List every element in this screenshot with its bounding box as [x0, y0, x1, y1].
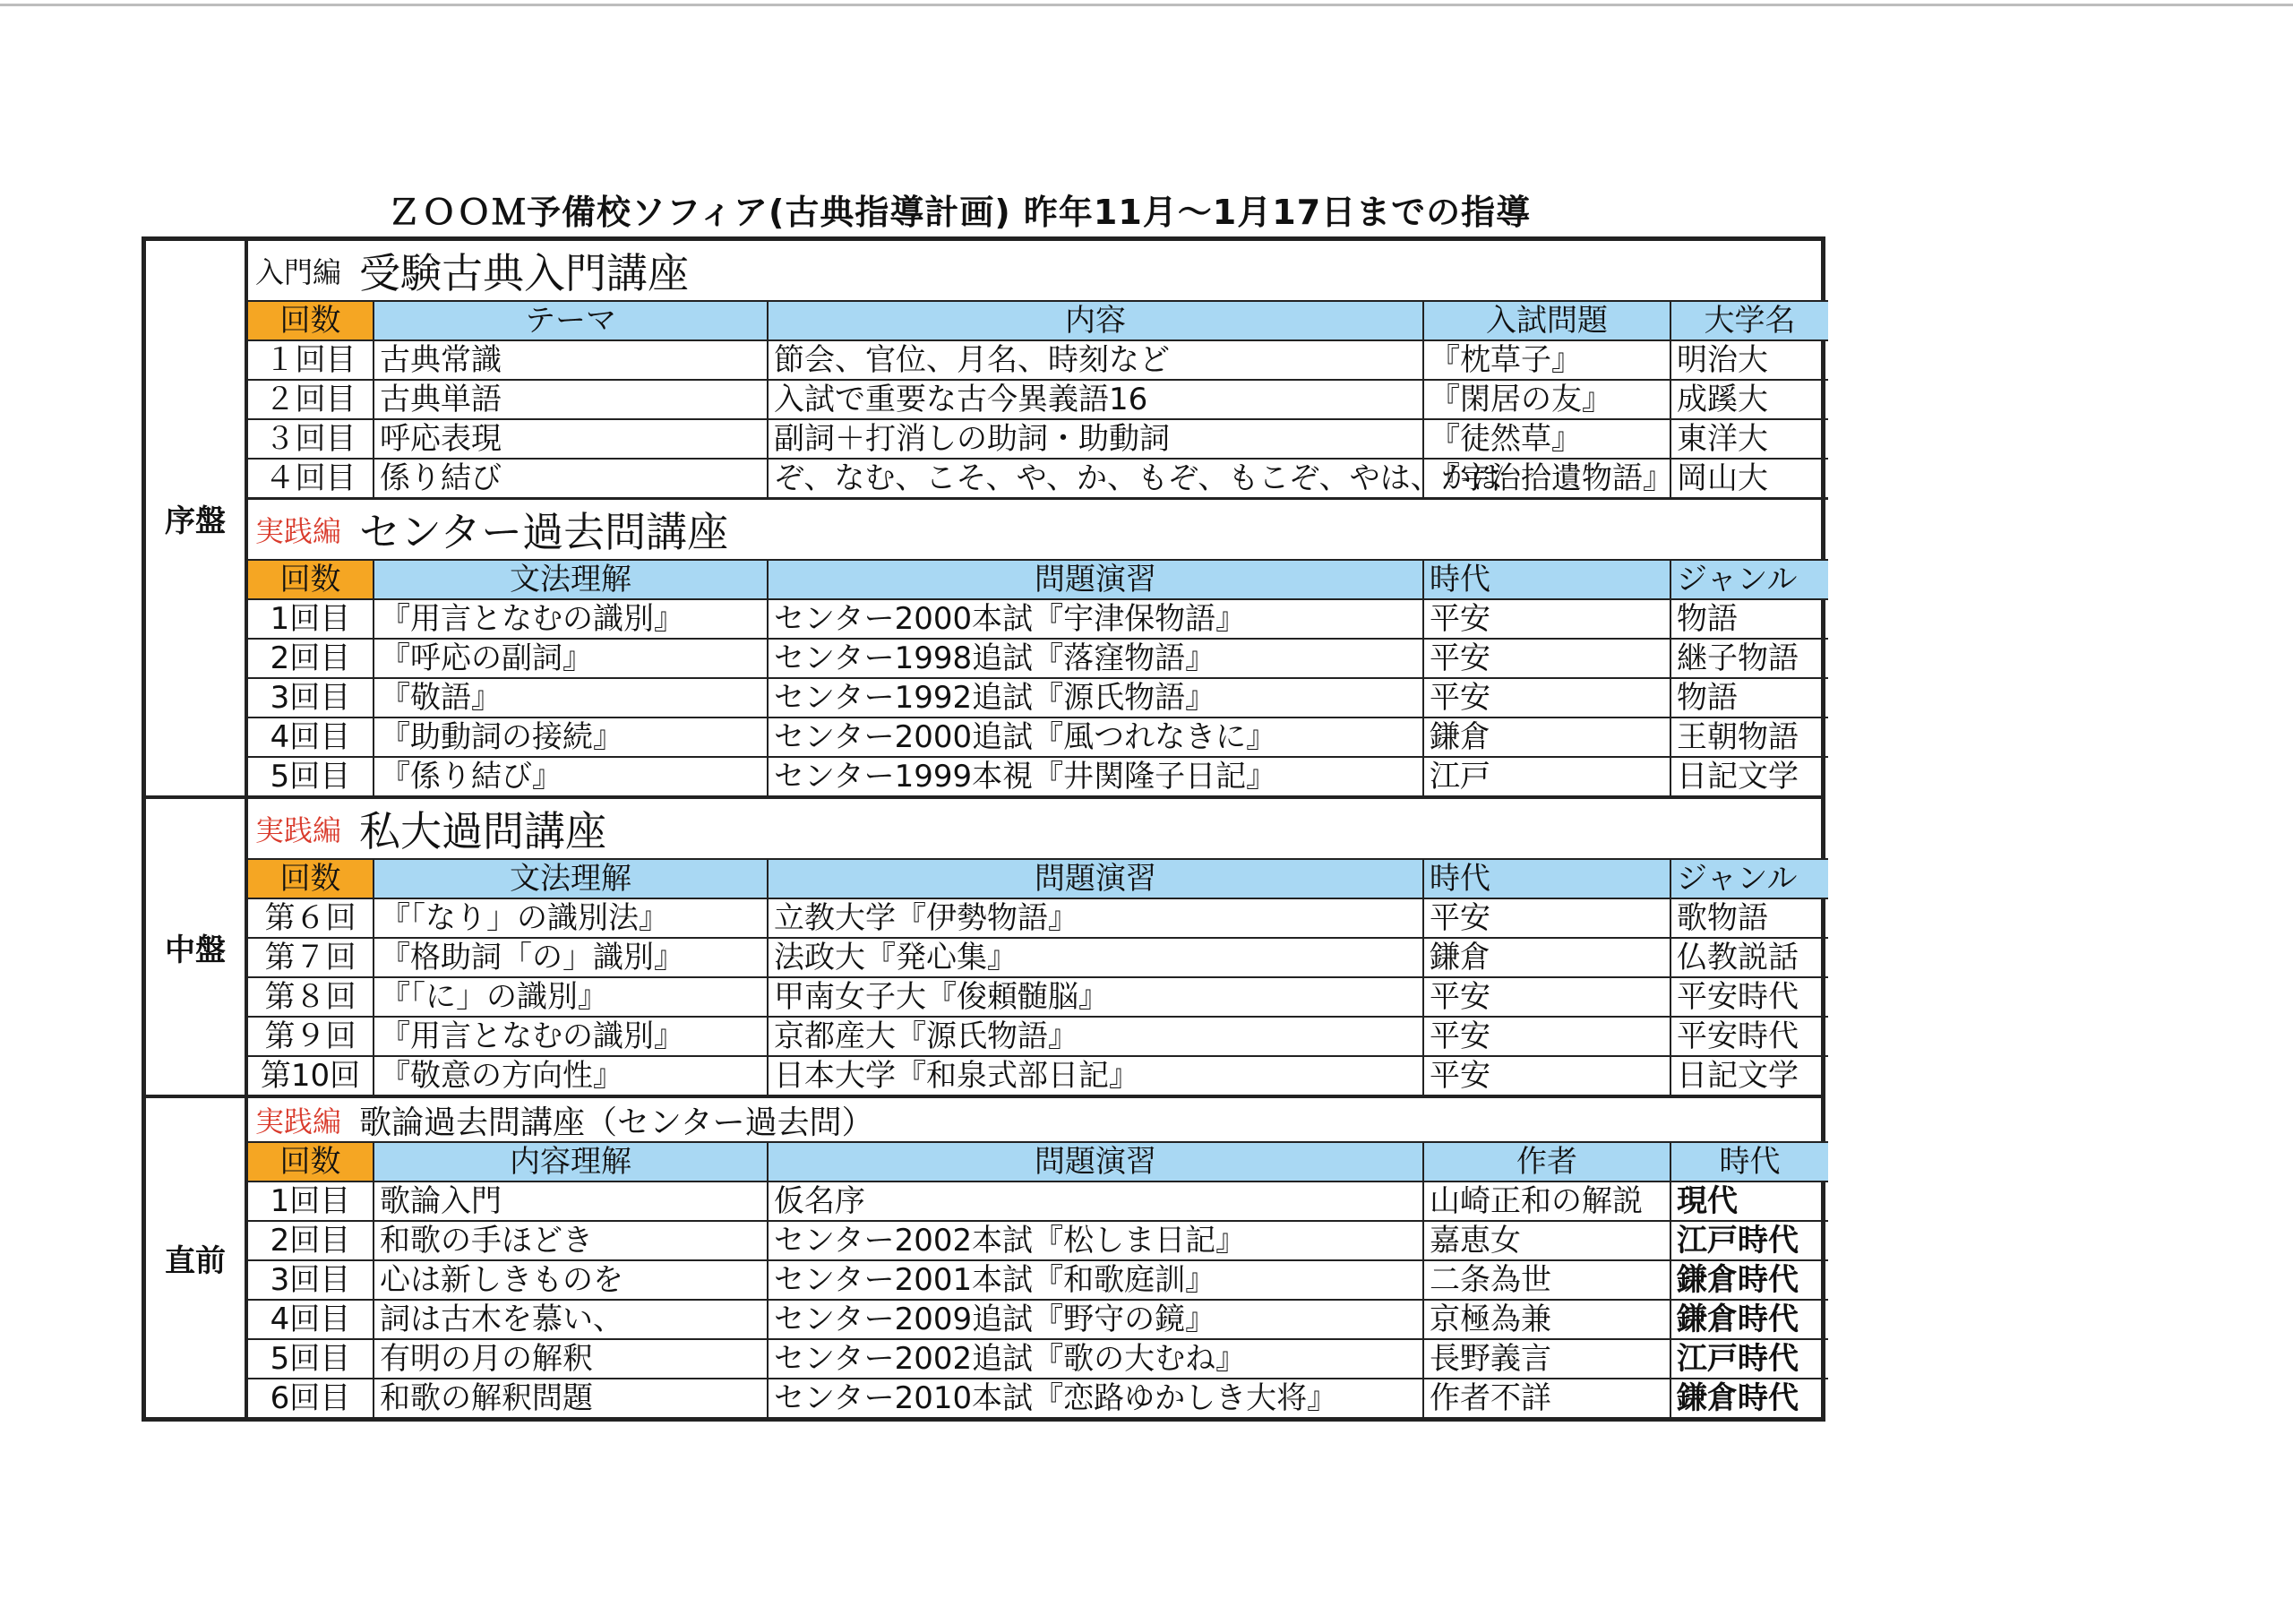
- table-cell: 第９回: [248, 1017, 374, 1056]
- course-block: [248, 241, 1828, 500]
- table-cell: 立教大学『伊勢物語』: [768, 898, 1423, 938]
- table-cell: 法政大『発心集』: [768, 938, 1423, 977]
- table-cell: 詞は古木を慕い、: [374, 1300, 768, 1339]
- table-cell: 鎌倉時代: [1670, 1300, 1828, 1339]
- table-cell: ３回目: [248, 419, 374, 459]
- column-header: テーマ: [374, 302, 768, 340]
- table-cell: 『「に」の識別』: [374, 977, 768, 1017]
- table-cell: 呼応表現: [374, 419, 768, 459]
- table-cell: センター1999本視『井関隆子日記』: [768, 757, 1423, 795]
- table-row: [248, 1056, 1828, 1095]
- header-row: [248, 302, 1828, 340]
- table-cell: 平安時代: [1670, 977, 1828, 1017]
- table-cell: 仮名序: [768, 1181, 1423, 1221]
- table-row: [248, 1339, 1828, 1379]
- table-cell: 4回目: [248, 717, 374, 757]
- course-title: 私大過問講座: [359, 807, 607, 855]
- table-cell: 有明の月の解釈: [374, 1339, 768, 1379]
- column-header: 問題演習: [768, 860, 1423, 898]
- course-block: [248, 799, 1828, 1095]
- table-cell: 第６回: [248, 898, 374, 938]
- table-cell: 嘉恵女: [1423, 1221, 1670, 1260]
- column-header: 回数: [248, 561, 374, 599]
- table-cell: センター2009追試『野守の鏡』: [768, 1300, 1423, 1339]
- table-cell: 『呼応の副詞』: [374, 639, 768, 678]
- table-cell: センター2010本試『恋路ゆかしき大将』: [768, 1379, 1423, 1417]
- table-cell: 5回目: [248, 1339, 374, 1379]
- table-cell: 歌物語: [1670, 898, 1828, 938]
- table-cell: ４回目: [248, 459, 374, 497]
- table-cell: 節会、官位、月名、時刻など: [768, 340, 1423, 380]
- table-cell: 第７回: [248, 938, 374, 977]
- lesson-table: [248, 302, 1828, 497]
- course-header: [248, 500, 1828, 561]
- stage-body: [248, 799, 1828, 1095]
- course-edition: 実践編: [255, 1104, 342, 1139]
- table-cell: 1回目: [248, 599, 374, 639]
- table-cell: 長野義言: [1423, 1339, 1670, 1379]
- column-header: 作者: [1423, 1143, 1670, 1181]
- course-title: センター過去問講座: [359, 508, 729, 556]
- table-cell: 和歌の手ほどき: [374, 1221, 768, 1260]
- table-cell: 鎌倉時代: [1677, 1380, 1799, 1416]
- course-edition: 実践編: [255, 813, 342, 847]
- column-header: 回数: [248, 860, 374, 898]
- stage-body: [248, 241, 1828, 795]
- table-cell: 2回目: [248, 1221, 374, 1260]
- table-cell: 6回目: [248, 1379, 374, 1417]
- table-cell: 『格助詞「の」識別』: [374, 938, 768, 977]
- stage-section: [146, 1098, 1821, 1417]
- table-cell: センター2000追試『風つれなきに』: [768, 717, 1423, 757]
- column-header: 文法理解: [374, 860, 768, 898]
- table-cell: 4回目: [248, 1300, 374, 1339]
- table-cell: 係り結び: [374, 459, 768, 497]
- column-header: 大学名: [1670, 302, 1828, 340]
- table-cell: 東洋大: [1670, 419, 1828, 459]
- course-header: [248, 1098, 1828, 1143]
- table-cell: 『係り結び』: [374, 757, 768, 795]
- table-cell: 甲南女子大『俊頼髄脳』: [768, 977, 1423, 1017]
- table-cell: 平安: [1423, 898, 1670, 938]
- table-cell: 副詞＋打消しの助詞・助動詞: [768, 419, 1423, 459]
- column-header: 内容理解: [374, 1143, 768, 1181]
- table-row: [248, 1379, 1828, 1417]
- course-header: [248, 241, 1828, 302]
- table-cell: センター1998追試『落窪物語』: [768, 639, 1423, 678]
- table-cell: 平安: [1423, 977, 1670, 1017]
- table-cell: 『用言となむの識別』: [374, 1017, 768, 1056]
- table-row: [248, 898, 1828, 938]
- course-header: [248, 799, 1828, 860]
- table-row: [248, 1181, 1828, 1221]
- table-cell: センター2001本試『和歌庭訓』: [768, 1260, 1423, 1300]
- table-cell: ２回目: [248, 380, 374, 419]
- table-cell: 平安: [1423, 599, 1670, 639]
- column-header: 問題演習: [768, 561, 1423, 599]
- table-cell: 京極為兼: [1423, 1300, 1670, 1339]
- column-header: 回数: [248, 1143, 374, 1181]
- table-cell: 古典常識: [374, 340, 768, 380]
- table-cell: 仏教説話: [1670, 938, 1828, 977]
- table-row: [248, 380, 1828, 419]
- table-cell: 和歌の解釈問題: [374, 1379, 768, 1417]
- column-header: 内容: [768, 302, 1423, 340]
- course-edition: 実践編: [255, 514, 342, 548]
- table-cell: 平安: [1423, 1017, 1670, 1056]
- table-cell: 江戸時代: [1670, 1339, 1828, 1379]
- table-cell: 作者不詳: [1423, 1379, 1670, 1417]
- table-cell: 『敬語』: [374, 678, 768, 717]
- table-cell: 平安時代: [1670, 1017, 1828, 1056]
- column-header: 文法理解: [374, 561, 768, 599]
- table-cell: 『枕草子』: [1423, 340, 1670, 380]
- table-cell: 3回目: [248, 678, 374, 717]
- column-header: 時代: [1670, 1143, 1828, 1181]
- table-row: [248, 459, 1828, 497]
- table-cell: 山崎正和の解説: [1423, 1181, 1670, 1221]
- table-cell: 第10回: [248, 1056, 374, 1095]
- table-cell: 岡山大: [1677, 460, 1768, 496]
- page-title: ＺＯＯＭ予備校ソフィア(古典指導計画) 昨年11月～1月17日までの指導: [387, 193, 1532, 232]
- header-row: [248, 1143, 1828, 1181]
- table-cell: 物語: [1670, 678, 1828, 717]
- table-row: [248, 678, 1828, 717]
- table-cell: 成蹊大: [1670, 380, 1828, 419]
- table-cell: 現代: [1670, 1181, 1828, 1221]
- table-cell: 江戸時代: [1670, 1221, 1828, 1260]
- table-cell: 京都産大『源氏物語』: [768, 1017, 1423, 1056]
- table-cell: 第８回: [248, 977, 374, 1017]
- table-cell: センター1992追試『源氏物語』: [768, 678, 1423, 717]
- table-row: [248, 1260, 1828, 1300]
- table-row: [248, 1017, 1828, 1056]
- table-cell: 心は新しきものを: [374, 1260, 768, 1300]
- course-block: [248, 500, 1828, 795]
- table-cell: 『宇治拾遺物語』: [1423, 459, 1670, 497]
- table-cell: 5回目: [248, 757, 374, 795]
- table-cell: 古典単語: [374, 380, 768, 419]
- table-cell: 物語: [1670, 599, 1828, 639]
- table-cell: 鎌倉: [1423, 938, 1670, 977]
- course-block: [248, 1098, 1828, 1417]
- table-cell: 日本大学『和泉式部日記』: [768, 1056, 1423, 1095]
- column-header: 問題演習: [768, 1143, 1423, 1181]
- table-cell: 王朝物語: [1670, 717, 1828, 757]
- stage-label: 中盤: [146, 799, 248, 1095]
- stage-label: 序盤: [146, 241, 248, 795]
- table-row: [248, 1300, 1828, 1339]
- table-cell: ぞ、なむ、こそ、や、か、もぞ、もこぞ、やは、かは: [768, 459, 1423, 497]
- header-row: [248, 860, 1828, 898]
- table-cell: 歌論入門: [374, 1181, 768, 1221]
- table-cell: 日記文学: [1677, 1058, 1799, 1094]
- table-cell: 継子物語: [1670, 639, 1828, 678]
- table-cell: 平安: [1423, 639, 1670, 678]
- table-row: [248, 977, 1828, 1017]
- stage-label: 直前: [146, 1098, 248, 1417]
- table-cell: 『「なり」の識別法』: [374, 898, 768, 938]
- course-title: 受験古典入門講座: [359, 249, 690, 297]
- table-cell: センター2002追試『歌の大むね』: [768, 1339, 1423, 1379]
- course-edition: 入門編: [255, 255, 342, 289]
- table-cell: 日記文学: [1677, 759, 1799, 795]
- stage-section: [146, 241, 1821, 799]
- lesson-table: [248, 1143, 1828, 1417]
- table-cell: 2回目: [248, 639, 374, 678]
- column-header: ジャンル: [1670, 860, 1828, 898]
- table-cell: 『閑居の友』: [1423, 380, 1670, 419]
- scan-edge-line: [0, 4, 2293, 6]
- table-cell: 鎌倉: [1423, 717, 1670, 757]
- lesson-table: [248, 860, 1828, 1095]
- header-row: [248, 561, 1828, 599]
- table-cell: 二条為世: [1423, 1260, 1670, 1300]
- column-header: 回数: [248, 302, 374, 340]
- table-cell: 『敬意の方向性』: [374, 1056, 768, 1095]
- table-row: [248, 938, 1828, 977]
- table-cell: 『徒然草』: [1423, 419, 1670, 459]
- table-cell: 鎌倉時代: [1670, 1260, 1828, 1300]
- stage-body: [248, 1098, 1828, 1417]
- table-cell: 『助動詞の接続』: [374, 717, 768, 757]
- course-title: 歌論過去問講座（センター過去問）: [359, 1104, 874, 1141]
- table-cell: 『用言となむの識別』: [374, 599, 768, 639]
- table-row: [248, 419, 1828, 459]
- table-cell: 明治大: [1670, 340, 1828, 380]
- table-cell: 江戸: [1423, 757, 1670, 795]
- table-cell: １回目: [248, 340, 374, 380]
- column-header: 入試問題: [1423, 302, 1670, 340]
- table-row: [248, 639, 1828, 678]
- table-cell: 入試で重要な古今異義語16: [768, 380, 1423, 419]
- table-cell: 平安: [1423, 1056, 1670, 1095]
- column-header: ジャンル: [1670, 561, 1828, 599]
- table-row: [248, 717, 1828, 757]
- stage-section: [146, 799, 1821, 1098]
- lesson-table: [248, 561, 1828, 795]
- table-row: [248, 599, 1828, 639]
- table-cell: 3回目: [248, 1260, 374, 1300]
- table-row: [248, 1221, 1828, 1260]
- curriculum-table: [142, 236, 1825, 1422]
- column-header: 時代: [1423, 860, 1670, 898]
- table-row: [248, 340, 1828, 380]
- table-cell: 1回目: [248, 1181, 374, 1221]
- column-header: 時代: [1423, 561, 1670, 599]
- table-cell: 平安: [1423, 678, 1670, 717]
- table-row: [248, 757, 1828, 795]
- table-cell: センター2002本試『松しま日記』: [768, 1221, 1423, 1260]
- table-cell: センター2000本試『宇津保物語』: [768, 599, 1423, 639]
